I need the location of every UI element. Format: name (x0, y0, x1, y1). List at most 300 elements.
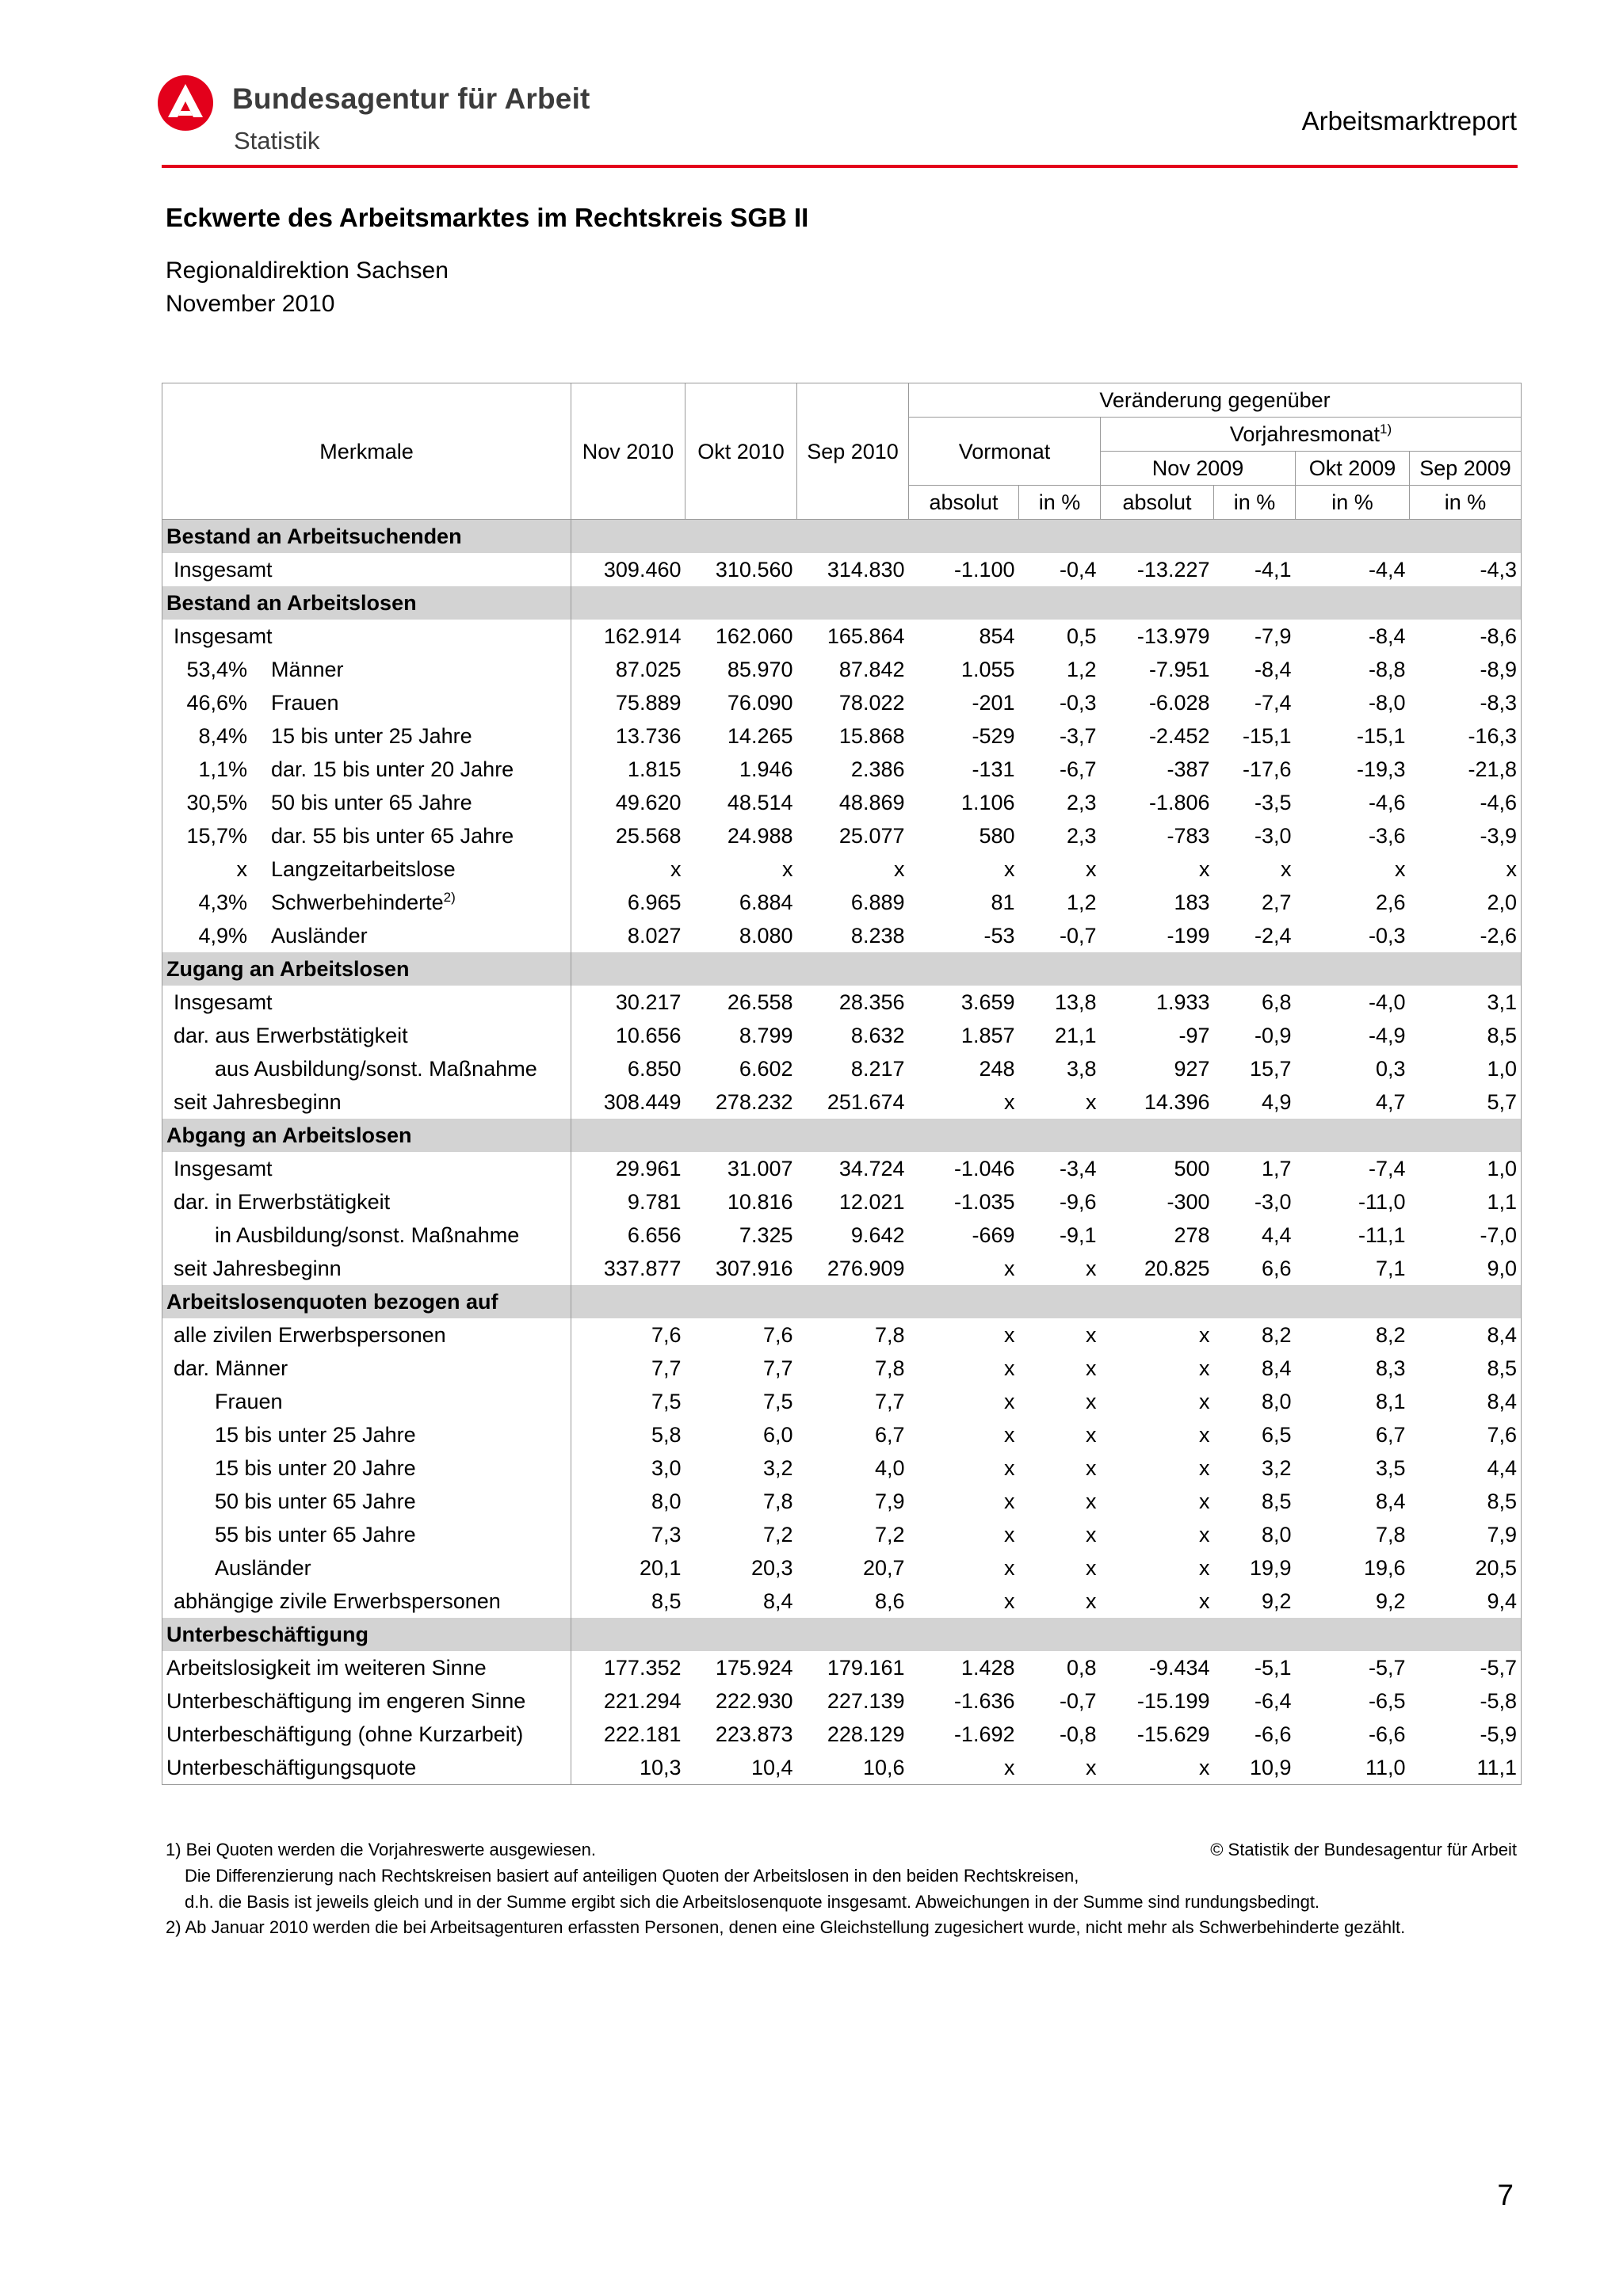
table-cell: 6.965 (571, 886, 685, 919)
table-cell: 1,2 (1066, 891, 1097, 914)
section-title-fill (571, 520, 1522, 554)
section-title-fill (571, 1618, 1522, 1651)
table-cell: -783 (1167, 824, 1210, 848)
header-absolut: absolut (909, 486, 1019, 520)
table-cell: 6,6 (1261, 1257, 1292, 1280)
period-label: November 2010 (166, 291, 335, 317)
table-cell: 251.674 (827, 1090, 905, 1114)
table-cell: 8,4 (1375, 1489, 1406, 1513)
table-cell: 7,7 (874, 1390, 905, 1413)
table-row (162, 1585, 1522, 1618)
table-cell: x (909, 1751, 1019, 1785)
table-row (162, 1451, 1522, 1485)
table-row (162, 1185, 1522, 1219)
table-cell: 175.924 (715, 1656, 793, 1680)
table-cell: -9.434 (1148, 1656, 1210, 1680)
table-cell: -53 (983, 924, 1015, 948)
table-cell: 3,5 (1375, 1456, 1406, 1480)
table-cell: 8,4 (1410, 1318, 1522, 1352)
row-label-text: Schwerbehinderte$^{2)}$ (271, 890, 456, 914)
section-title-fill (571, 1119, 1522, 1152)
table-header (162, 383, 1522, 520)
table-cell: 0,5 (1066, 624, 1097, 648)
table-row (162, 1751, 1522, 1785)
table-cell: 3,2 (762, 1456, 793, 1480)
table-row (162, 852, 1522, 886)
table-row (162, 686, 1522, 719)
section-header-row (162, 1285, 1522, 1318)
table-cell: 227.139 (827, 1689, 905, 1713)
table-cell: x (1101, 1751, 1214, 1785)
table-cell: 1.055 (960, 658, 1015, 681)
row-label-text: Insgesamt (174, 558, 273, 582)
row-label-text: Insgesamt (174, 1157, 273, 1180)
section-title-fill (571, 1285, 1522, 1318)
table-cell: 13.736 (571, 719, 685, 753)
table-cell: -4,1 (1254, 558, 1292, 582)
table-cell: -387 (1167, 757, 1210, 781)
table-cell: 0,8 (1066, 1656, 1097, 1680)
table-cell: x (1086, 1456, 1097, 1480)
table-cell: 228.129 (827, 1722, 905, 1746)
header-okt2009: Okt 2009 (1296, 452, 1410, 486)
page-number: 7 (1497, 2179, 1514, 2211)
table-cell: 8,2 (1375, 1323, 1406, 1347)
table-cell: x (1410, 852, 1522, 886)
table-cell: x (1199, 1356, 1210, 1380)
table-cell: 9,4 (1410, 1585, 1522, 1618)
table-cell: 580 (979, 824, 1015, 848)
header-nov2010: Nov 2010 (571, 383, 685, 520)
table-cell: x (1086, 1423, 1097, 1447)
table-cell: 24.988 (727, 824, 793, 848)
table-cell: 7,8 (762, 1489, 793, 1513)
table-cell: 0,3 (1375, 1057, 1406, 1081)
table-cell: -4,0 (1368, 990, 1406, 1014)
table-cell: -13.227 (1136, 558, 1210, 582)
table-cell: 1,0 (1410, 1152, 1522, 1185)
section-title-fill (571, 952, 1522, 986)
table-cell: 8,1 (1375, 1390, 1406, 1413)
section-title: Zugang an Arbeitslosen (162, 952, 571, 986)
table-cell: -0,8 (1059, 1722, 1097, 1746)
org-name: Bundesagentur für Arbeit (232, 82, 590, 115)
section-title: Unterbeschäftigung (162, 1618, 571, 1651)
table-cell: -3,9 (1410, 819, 1522, 852)
table-cell: 76.090 (727, 691, 793, 715)
table-cell: 1,0 (1410, 1052, 1522, 1085)
table-cell: 308.449 (571, 1085, 685, 1119)
table-cell: 29.961 (571, 1152, 685, 1185)
section-title: Abgang an Arbeitslosen (162, 1119, 571, 1152)
row-label (162, 1451, 571, 1485)
table-cell: 30.217 (571, 986, 685, 1019)
table-cell: -6.028 (1148, 691, 1210, 715)
row-label (162, 1352, 571, 1385)
table-cell: x (1004, 1323, 1015, 1347)
table-cell: 7,7 (762, 1356, 793, 1380)
page-title: Eckwerte des Arbeitsmarktes im Rechtskreis SGB II (166, 203, 809, 232)
table-cell: 8,5 (1261, 1489, 1292, 1513)
table-cell: x (1199, 1390, 1210, 1413)
table-cell: -2,4 (1254, 924, 1292, 948)
header-divider (162, 165, 1518, 168)
table-cell: 6,5 (1261, 1423, 1292, 1447)
table-cell: 1,7 (1261, 1157, 1292, 1180)
header-vorjahresmonat: Vorjahresmonat$^{1)}$ (1101, 418, 1522, 452)
table-cell: -19,3 (1356, 757, 1406, 781)
header-vormonat: Vormonat (909, 418, 1101, 486)
table-cell: 10,6 (797, 1751, 909, 1785)
table-cell: 6,8 (1261, 990, 1292, 1014)
table-row (162, 1385, 1522, 1418)
table-cell: -7,9 (1254, 624, 1292, 648)
table-cell: 8,4 (762, 1589, 793, 1613)
table-cell: -97 (1178, 1024, 1210, 1047)
table-row (162, 1718, 1522, 1751)
table-cell: x (1199, 1323, 1210, 1347)
table-cell: -4,6 (1368, 791, 1406, 814)
table-row (162, 1318, 1522, 1352)
report-label: Arbeitsmarktreport (1301, 106, 1517, 135)
table-cell: -9,1 (1059, 1223, 1097, 1247)
table-cell: 8,0 (1261, 1523, 1292, 1547)
table-cell: 223.873 (715, 1722, 793, 1746)
table-cell: 10,4 (685, 1751, 797, 1785)
table-cell: -300 (1167, 1190, 1210, 1214)
table-cell: -7,4 (1254, 691, 1292, 715)
table-cell: 2,6 (1375, 891, 1406, 914)
table-cell: 20.825 (1144, 1257, 1210, 1280)
table-cell: 7,3 (571, 1518, 685, 1551)
table-cell: -21,8 (1410, 753, 1522, 786)
header-merkmale: Merkmale (162, 383, 571, 520)
row-share: 8,4% (198, 724, 247, 748)
table-cell: -4,4 (1368, 558, 1406, 582)
row-label (162, 852, 571, 886)
table-cell: 7,6 (571, 1318, 685, 1352)
table-cell: -15,1 (1356, 724, 1406, 748)
row-label (162, 1252, 571, 1285)
table-cell: 9,0 (1410, 1252, 1522, 1285)
row-label (162, 986, 571, 1019)
table-row (162, 919, 1522, 952)
row-label (162, 1085, 571, 1119)
table-cell: 25.077 (838, 824, 905, 848)
table-row (162, 1252, 1522, 1285)
header-inpct: in % (1296, 486, 1410, 520)
table-cell: 177.352 (571, 1651, 685, 1684)
table-cell: -3,7 (1059, 724, 1097, 748)
row-label (162, 719, 571, 753)
row-label (162, 1019, 571, 1052)
table-cell: 5,8 (571, 1418, 685, 1451)
table-cell: 20,1 (571, 1551, 685, 1585)
table-row (162, 786, 1522, 819)
table-cell: -6,5 (1368, 1689, 1406, 1713)
table-cell: 7,7 (571, 1352, 685, 1385)
row-label (162, 1551, 571, 1585)
row-label (162, 1385, 571, 1418)
table-cell: 8,6 (874, 1589, 905, 1613)
table-cell: 6,0 (762, 1423, 793, 1447)
row-label-text: Ausländer (271, 924, 368, 948)
table-cell: -6,4 (1254, 1689, 1292, 1713)
section-title-fill (571, 586, 1522, 620)
table-cell: 25.568 (571, 819, 685, 852)
table-cell: 854 (979, 624, 1015, 648)
table-cell: x (1281, 857, 1292, 881)
row-share: 46,6% (186, 691, 247, 715)
row-label (162, 653, 571, 686)
table-cell: -8,0 (1368, 691, 1406, 715)
row-label-text: Unterbeschäftigung (ohne Kurzarbeit) (166, 1722, 524, 1746)
table-cell: 6.889 (850, 891, 905, 914)
table-cell: -16,3 (1410, 719, 1522, 753)
table-cell: 7,6 (762, 1323, 793, 1347)
table-cell: x (782, 857, 793, 881)
table-cell: -3,0 (1254, 1190, 1292, 1214)
table-cell: 19,9 (1249, 1556, 1292, 1580)
table-cell: 8.027 (571, 919, 685, 952)
table-cell: 2,7 (1261, 891, 1292, 914)
table-row (162, 653, 1522, 686)
table-cell: 6,7 (1375, 1423, 1406, 1447)
table-cell: 1.106 (960, 791, 1015, 814)
table-row (162, 986, 1522, 1019)
table-cell: -5,8 (1410, 1684, 1522, 1718)
table-cell: 7,1 (1375, 1257, 1406, 1280)
table-cell: -8,4 (1368, 624, 1406, 648)
row-label (162, 1585, 571, 1618)
table-cell: 4,0 (874, 1456, 905, 1480)
table-cell: -1.046 (953, 1157, 1015, 1180)
table-cell: x (1004, 1523, 1015, 1547)
table-row (162, 719, 1522, 753)
row-label-text: Unterbeschäftigung im engeren Sinne (166, 1689, 526, 1713)
row-label (162, 1418, 571, 1451)
table-cell: 8,5 (571, 1585, 685, 1618)
table-row (162, 1019, 1522, 1052)
table-row (162, 1518, 1522, 1551)
table-cell: 14.396 (1144, 1090, 1210, 1114)
row-label (162, 1152, 571, 1185)
table-cell: 8.238 (850, 924, 905, 948)
table-cell: -201 (972, 691, 1015, 715)
table-cell: -8,8 (1368, 658, 1406, 681)
row-label-text: dar. 15 bis unter 20 Jahre (271, 757, 514, 781)
table-cell: 8,3 (1375, 1356, 1406, 1380)
row-label-text: 50 bis unter 65 Jahre (271, 791, 472, 814)
table-cell: x (1004, 1090, 1015, 1114)
header-sep2009: Sep 2009 (1410, 452, 1522, 486)
table-cell: x (1086, 1257, 1097, 1280)
table-cell: -4,9 (1368, 1024, 1406, 1047)
footnote-1-line2: Die Differenzierung nach Rechtskreisen basiert auf anteiligen Quoten der Arbeitslosen in den beiden Rechtskreisen, (185, 1866, 1079, 1886)
row-label-text: dar. in Erwerbstätigkeit (174, 1190, 391, 1214)
table-row (162, 1152, 1522, 1185)
section-title: Bestand an Arbeitslosen (162, 586, 571, 620)
table-cell: -6,7 (1059, 757, 1097, 781)
table-cell: 49.620 (571, 786, 685, 819)
table-cell: 221.294 (571, 1684, 685, 1718)
table-cell: 1.815 (571, 753, 685, 786)
header-inpct: in % (1214, 486, 1296, 520)
table-cell: 13,8 (1054, 990, 1097, 1014)
table-row (162, 1684, 1522, 1718)
table-cell: 7.325 (739, 1223, 793, 1247)
table-cell: 8,2 (1261, 1323, 1292, 1347)
table-cell: -2,6 (1410, 919, 1522, 952)
table-cell: -3,0 (1254, 824, 1292, 848)
row-label (162, 1651, 571, 1684)
table-cell: 8,0 (1261, 1390, 1292, 1413)
row-label-text: Insgesamt (174, 990, 273, 1014)
table-cell: -15.629 (1136, 1722, 1210, 1746)
table-row (162, 620, 1522, 653)
row-share: x (236, 857, 247, 881)
table-cell: -0,4 (1059, 558, 1097, 582)
table-cell: -8,9 (1410, 653, 1522, 686)
table-cell: 2.386 (850, 757, 905, 781)
table-cell: 8,4 (1261, 1356, 1292, 1380)
table-cell: 8,0 (571, 1485, 685, 1518)
row-label (162, 786, 571, 819)
table-cell: -0,3 (1059, 691, 1097, 715)
table-cell: -11,1 (1358, 1223, 1406, 1247)
table-cell: x (894, 857, 905, 881)
table-cell: -199 (1167, 924, 1210, 948)
table-row (162, 819, 1522, 852)
table-cell: 1.946 (739, 757, 793, 781)
table-cell: 28.356 (838, 990, 905, 1014)
row-label-text: dar. Männer (174, 1356, 288, 1380)
table-cell: -5,7 (1368, 1656, 1406, 1680)
row-label-text: dar. 55 bis unter 65 Jahre (271, 824, 514, 848)
table-cell: -1.636 (953, 1689, 1015, 1713)
row-label (162, 819, 571, 852)
row-share: 1,1% (198, 757, 247, 781)
table-cell: 8.632 (850, 1024, 905, 1047)
table-cell: 165.864 (827, 624, 905, 648)
table-cell: 8.217 (850, 1057, 905, 1081)
table-cell: 162.914 (571, 620, 685, 653)
table-cell: 15.868 (838, 724, 905, 748)
row-label (162, 620, 571, 653)
row-label-text: seit Jahresbeginn (174, 1090, 342, 1114)
table-cell: 19,6 (1363, 1556, 1406, 1580)
table-cell: -5,9 (1410, 1718, 1522, 1751)
table-cell: 927 (1174, 1057, 1210, 1081)
row-label-text: 15 bis unter 25 Jahre (271, 724, 472, 748)
table-cell: 87.025 (571, 653, 685, 686)
section-header-row (162, 520, 1522, 554)
table-cell: -8,6 (1410, 620, 1522, 653)
row-label-text: Insgesamt (174, 624, 273, 648)
row-label-text: abhängige zivile Erwerbspersonen (174, 1589, 501, 1613)
row-label-text: Arbeitslosigkeit im weiteren Sinne (166, 1656, 487, 1680)
row-label (162, 1718, 571, 1751)
header-inpct: in % (1019, 486, 1101, 520)
table-row (162, 1651, 1522, 1684)
table-cell: 3.659 (960, 990, 1015, 1014)
table-cell: x (1199, 857, 1210, 881)
table-cell: -3,4 (1059, 1157, 1097, 1180)
header-sep2010: Sep 2010 (797, 383, 909, 520)
table-cell: 4,9 (1261, 1090, 1292, 1114)
table-cell: x (1086, 1589, 1097, 1613)
table-cell: 2,0 (1410, 886, 1522, 919)
table-cell: 314.830 (827, 558, 905, 582)
row-label (162, 1684, 571, 1718)
row-label (162, 1219, 571, 1252)
table-cell: -4,6 (1410, 786, 1522, 819)
table-row (162, 753, 1522, 786)
row-label-text: Frauen (271, 691, 339, 715)
table-cell: 78.022 (838, 691, 905, 715)
table-cell: 8.080 (739, 924, 793, 948)
row-label-text: Ausländer (215, 1556, 311, 1580)
row-label-text: alle zivilen Erwerbspersonen (174, 1323, 446, 1347)
table-cell: 310.560 (715, 558, 793, 582)
table-cell: 75.889 (571, 686, 685, 719)
table-cell: 183 (1174, 891, 1210, 914)
table-cell: 7,9 (874, 1489, 905, 1513)
header-absolut: absolut (1101, 486, 1214, 520)
table-cell: 4,4 (1261, 1223, 1292, 1247)
table-cell: 20,7 (862, 1556, 905, 1580)
footnote-2: 2) Ab Januar 2010 werden die bei Arbeitsagenturen erfassten Personen, denen eine Gleichstellung zugesichert wurde, nicht mehr als Schwerbehinderte gezählt. (166, 1917, 1406, 1937)
table-cell: -3,6 (1368, 824, 1406, 848)
table-cell: -11,0 (1358, 1190, 1406, 1214)
table-cell: 7,9 (1410, 1518, 1522, 1551)
row-share: 4,3% (198, 891, 247, 914)
table-cell: -9,6 (1059, 1190, 1097, 1214)
table-cell: 337.877 (571, 1252, 685, 1285)
row-label-text: in Ausbildung/sonst. Maßnahme (215, 1223, 520, 1247)
section-header-row (162, 952, 1522, 986)
table-cell: 2,3 (1066, 824, 1097, 848)
table-body (162, 520, 1522, 1785)
table-cell: x (1004, 1356, 1015, 1380)
section-title: Bestand an Arbeitsuchenden (162, 520, 571, 554)
table-cell: 14.265 (727, 724, 793, 748)
table-cell: 276.909 (827, 1257, 905, 1280)
table-cell: 5,7 (1410, 1085, 1522, 1119)
table-cell: 179.161 (827, 1656, 905, 1680)
table-cell: 10,9 (1214, 1751, 1296, 1785)
table-cell: -1.035 (953, 1190, 1015, 1214)
table-row (162, 1485, 1522, 1518)
table-cell: x (1086, 1556, 1097, 1580)
table-cell: 6.850 (571, 1052, 685, 1085)
row-label (162, 886, 571, 919)
table-cell: 7,5 (571, 1385, 685, 1418)
table-cell: 8,4 (1410, 1385, 1522, 1418)
table-cell: x (1004, 857, 1015, 881)
table-cell: 307.916 (715, 1257, 793, 1280)
table-cell: -7.951 (1148, 658, 1210, 681)
table-cell: 9,2 (1375, 1589, 1406, 1613)
row-label-text: 15 bis unter 20 Jahre (215, 1456, 416, 1480)
table-cell: 3,1 (1410, 986, 1522, 1019)
table-cell: 9,2 (1261, 1589, 1292, 1613)
table-cell: -7,0 (1410, 1219, 1522, 1252)
table-cell: x (1199, 1423, 1210, 1447)
table-cell: x (1004, 1257, 1015, 1280)
table-cell: -8,3 (1410, 686, 1522, 719)
copyright-note: © Statistik der Bundesagentur für Arbeit (1210, 1840, 1517, 1859)
